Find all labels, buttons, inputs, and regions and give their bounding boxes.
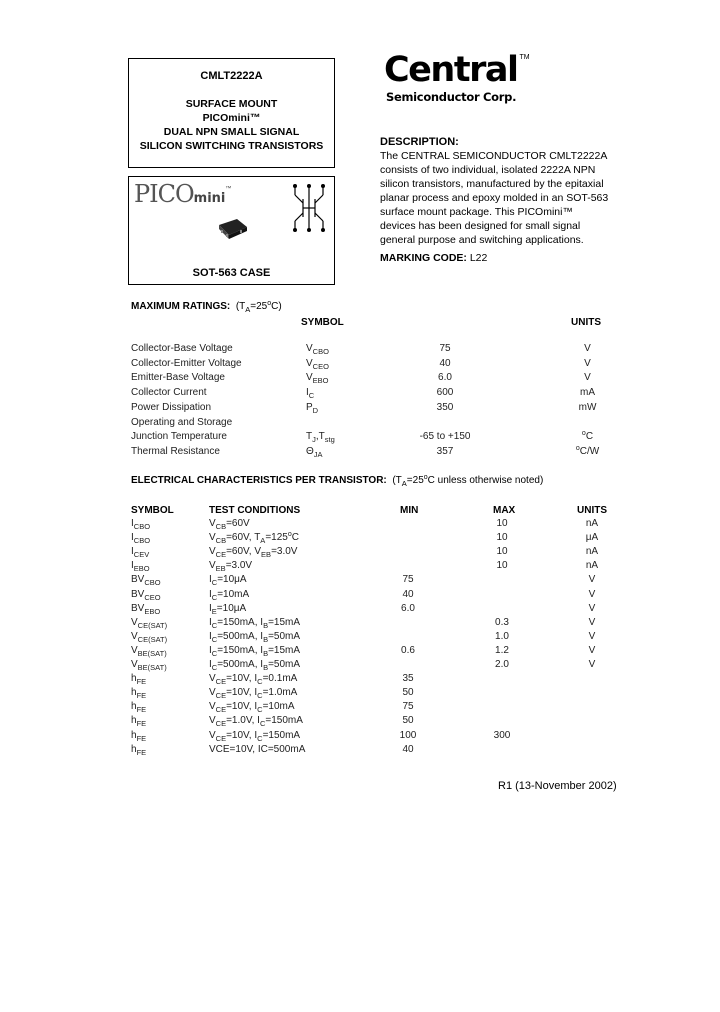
elec-col-symbol: SYMBOL (131, 505, 174, 516)
test-conditions: $I_C=150mA$, $I_B=15mA$ (209, 616, 301, 630)
value-cell: 350 (436, 401, 454, 413)
unit-cell: V (588, 588, 596, 600)
unit-cell: nA (585, 518, 599, 529)
test-conditions: $V_{CB}=60V$ (209, 518, 250, 531)
logo-tm: ™ (225, 186, 232, 192)
unit-cell: V (584, 372, 591, 384)
part-number: CMLT2222A (200, 70, 263, 82)
test-conditions: $V_{CE}=10V$, $I_C=0.1mA$ (209, 673, 298, 687)
elec-row (0, 560, 720, 574)
value-cell: 6.0 (438, 372, 452, 384)
elec-row (0, 701, 720, 715)
max-rating-row (0, 402, 720, 416)
symbol-cell: $V_{CEO}$ (306, 357, 329, 371)
test-conditions: VCE=10V, IC=500mA (209, 743, 306, 755)
max-cell: 0.3 (495, 616, 509, 628)
unit-cell: V (584, 343, 591, 354)
schematic-icon (289, 181, 329, 235)
symbol-cell: $V_{EBO}$ (306, 372, 329, 386)
symbol-cell: $I_{CBO}$ (131, 532, 151, 546)
value-cell: -65 to +150 (419, 431, 471, 443)
marking-code (380, 252, 487, 264)
elec-row (0, 744, 720, 758)
max-rating-row (0, 372, 720, 386)
elec-row (0, 546, 720, 560)
symbol-cell: $V_{CBO}$ (306, 343, 329, 356)
min-cell: 75 (402, 574, 414, 586)
param-name: Operating and Storage (131, 416, 233, 428)
picomini-logo (134, 180, 231, 208)
max-cell: 10 (496, 546, 508, 558)
max-rating-row (0, 358, 720, 372)
unit-cell: mA (580, 387, 595, 399)
param-name: Collector-Base Voltage (131, 343, 233, 354)
value-cell: 357 (436, 445, 454, 457)
elec-row (0, 589, 720, 603)
symbol-cell: $h_{FE}$ (131, 743, 147, 757)
symbol-cell: $I_{EBO}$ (131, 560, 150, 574)
param-name: Emitter-Base Voltage (131, 372, 225, 384)
elec-row (0, 659, 720, 673)
elec-row (0, 603, 720, 617)
elec-row (0, 518, 720, 532)
max-cell: 2.0 (495, 659, 509, 670)
max-rating-row (0, 387, 720, 401)
symbol-cell: $h_{FE}$ (131, 701, 147, 715)
symbol-cell: $T_J,T_{stg}$ (306, 431, 335, 445)
brand-name: Central (384, 50, 518, 90)
max-cell: 1.0 (495, 630, 509, 642)
test-conditions: $V_{CB}=60V$, $T_A=125^oC$ (209, 531, 299, 546)
symbol-cell: $I_{CBO}$ (131, 518, 151, 531)
param-name: Collector Current (131, 387, 207, 399)
symbol-cell: $h_{FE}$ (131, 673, 147, 687)
value-cell: 600 (436, 387, 454, 399)
test-conditions: $V_{CE}=1.0V$, $I_C=150mA$ (209, 715, 303, 729)
max-col-symbol: SYMBOL (301, 317, 344, 328)
max-ratings-heading: MAXIMUM RATINGS: $(T_A=25^oC)$ (131, 300, 282, 314)
symbol-cell: $V_{CE(SAT)}$ (131, 630, 168, 644)
title-line-4: SILICON SWITCHING TRANSISTORS (139, 140, 324, 152)
param-name: Collector-Emitter Voltage (131, 357, 242, 369)
symbol-cell: $h_{FE}$ (131, 687, 147, 701)
symbol-cell: $\Theta_{JA}$ (306, 445, 323, 459)
unit-cell: $^o$C (581, 430, 594, 443)
symbol-cell: $V_{BE(SAT)}$ (131, 659, 167, 672)
test-conditions: $I_C=10mA$ (209, 588, 250, 602)
case-label: SOT-563 CASE (192, 267, 271, 279)
test-conditions: $I_C=10\mu A$ (209, 574, 247, 588)
test-conditions: $V_{CE}=10V$, $I_C=150mA$ (209, 729, 301, 743)
unit-cell: V (588, 616, 596, 628)
unit-cell: V (588, 602, 596, 614)
test-conditions: $V_{CE}=10V$, $I_C=1.0mA$ (209, 687, 298, 701)
elec-row (0, 617, 720, 631)
unit-cell: V (588, 574, 596, 586)
test-conditions: $I_C=500mA$, $I_B=50mA$ (209, 630, 301, 644)
test-conditions: $I_E=10\mu A$ (209, 602, 247, 616)
param-name: Power Dissipation (131, 401, 212, 413)
brand-tm: TM (519, 54, 530, 61)
description-line-6: devices has been designed for small signal (380, 220, 581, 232)
package-image (215, 215, 251, 243)
min-cell: 40 (402, 743, 414, 755)
symbol-cell: $h_{FE}$ (131, 729, 147, 743)
max-rating-row (0, 417, 720, 431)
max-rating-row (0, 343, 720, 357)
logo-pico: PICO (134, 180, 194, 208)
elec-row (0, 687, 720, 701)
elec-col-units: UNITS (577, 505, 607, 516)
unit-cell: nA (585, 546, 599, 558)
symbol-cell: $BV_{CEO}$ (131, 588, 161, 602)
min-cell: 50 (402, 687, 414, 699)
min-cell: 0.6 (401, 644, 415, 656)
min-cell: 75 (402, 701, 414, 713)
brand-subtitle: Semiconductor Corp. (386, 90, 517, 104)
min-cell: 6.0 (401, 602, 415, 614)
max-ratings-condition: $(T_A=25^oC)$ (235, 300, 282, 314)
title-line-3: DUAL NPN SMALL SIGNAL (163, 126, 300, 138)
symbol-cell: $P_D$ (306, 401, 319, 415)
test-conditions: $I_C=150mA$, $I_B=15mA$ (209, 644, 301, 658)
param-name: Junction Temperature (131, 431, 227, 443)
symbol-cell: $BV_{CBO}$ (131, 574, 161, 588)
marking-value: L22 (469, 252, 488, 264)
unit-cell: V (588, 644, 596, 656)
symbol-cell: $I_{CEV}$ (131, 546, 150, 560)
unit-cell: V (584, 357, 591, 369)
min-cell: 40 (402, 588, 414, 600)
logo-mini: mini (193, 191, 226, 206)
elec-row (0, 645, 720, 659)
max-cell: 10 (496, 532, 508, 544)
title-line-2: PICOmini™ (202, 112, 261, 124)
description-heading: DESCRIPTION: (380, 136, 459, 148)
elec-col-min: MIN (400, 505, 419, 516)
description-line-1: The CENTRAL SEMICONDUCTOR CMLT2222A (380, 150, 608, 162)
title-box (128, 58, 335, 168)
symbol-cell: $I_C$ (306, 387, 315, 401)
elec-col-max: MAX (493, 505, 516, 516)
unit-cell: V (588, 630, 596, 642)
symbol-cell: $V_{BE(SAT)}$ (131, 644, 167, 658)
param-name: Thermal Resistance (131, 445, 220, 457)
min-cell: 50 (402, 715, 414, 727)
elec-row (0, 730, 720, 744)
description-line-4: planar process and epoxy molded in an SOT-563 (380, 192, 609, 204)
elec-row (0, 673, 720, 687)
marking-label: MARKING CODE: (380, 252, 467, 264)
elec-row (0, 574, 720, 588)
test-conditions: $V_{EB}=3.0V$ (209, 560, 253, 574)
unit-cell: nA (585, 560, 599, 572)
max-rating-row (0, 446, 720, 460)
description-line-7: general purpose and switching applications. (380, 234, 584, 246)
unit-cell: V (588, 659, 596, 670)
symbol-cell: $V_{CE(SAT)}$ (131, 616, 168, 630)
unit-cell: μA (585, 532, 599, 544)
symbol-cell: $BV_{EBO}$ (131, 602, 161, 616)
unit-cell: $^o$C/W (575, 444, 600, 457)
max-rating-row (0, 431, 720, 445)
elec-row (0, 532, 720, 546)
min-cell: 100 (399, 729, 417, 741)
max-cell: 10 (496, 560, 508, 572)
value-cell: 40 (439, 357, 451, 369)
title-line-1: SURFACE MOUNT (185, 98, 278, 110)
elec-col-test: TEST CONDITIONS (209, 505, 301, 516)
test-conditions: $I_C=500mA$, $I_B=50mA$ (209, 659, 301, 672)
description-line-5: surface mount package. This PICOmini™ (380, 206, 573, 218)
symbol-cell: $h_{FE}$ (131, 715, 147, 729)
test-conditions: $V_{CE}=10V$, $I_C=10mA$ (209, 701, 295, 715)
max-cell: 300 (493, 729, 511, 741)
unit-cell: mW (578, 401, 597, 413)
description-line-3: silicon transistors, manufactured by the epitaxial (380, 178, 604, 190)
min-cell: 35 (402, 673, 414, 685)
value-cell: 75 (439, 343, 451, 354)
elec-row (0, 631, 720, 645)
test-conditions: $V_{CE}=60V$, $V_{EB}=3.0V$ (209, 546, 298, 560)
max-col-units: UNITS (571, 317, 601, 328)
revision-note: R1 (13-November 2002) (498, 780, 617, 792)
max-cell: 10 (496, 518, 508, 529)
max-cell: 1.2 (495, 644, 509, 656)
elec-row (0, 715, 720, 729)
case-box (128, 176, 335, 285)
elec-heading: ELECTRICAL CHARACTERISTICS PER TRANSISTOR: ($T_A=25^oC$ unless otherwise noted) (131, 474, 544, 488)
elec-condition: ($T_A=25^oC$ unless otherwise noted) (392, 474, 544, 488)
description-line-2: consists of two individual, isolated 2222A NPN (380, 164, 596, 176)
central-logo (384, 50, 530, 90)
